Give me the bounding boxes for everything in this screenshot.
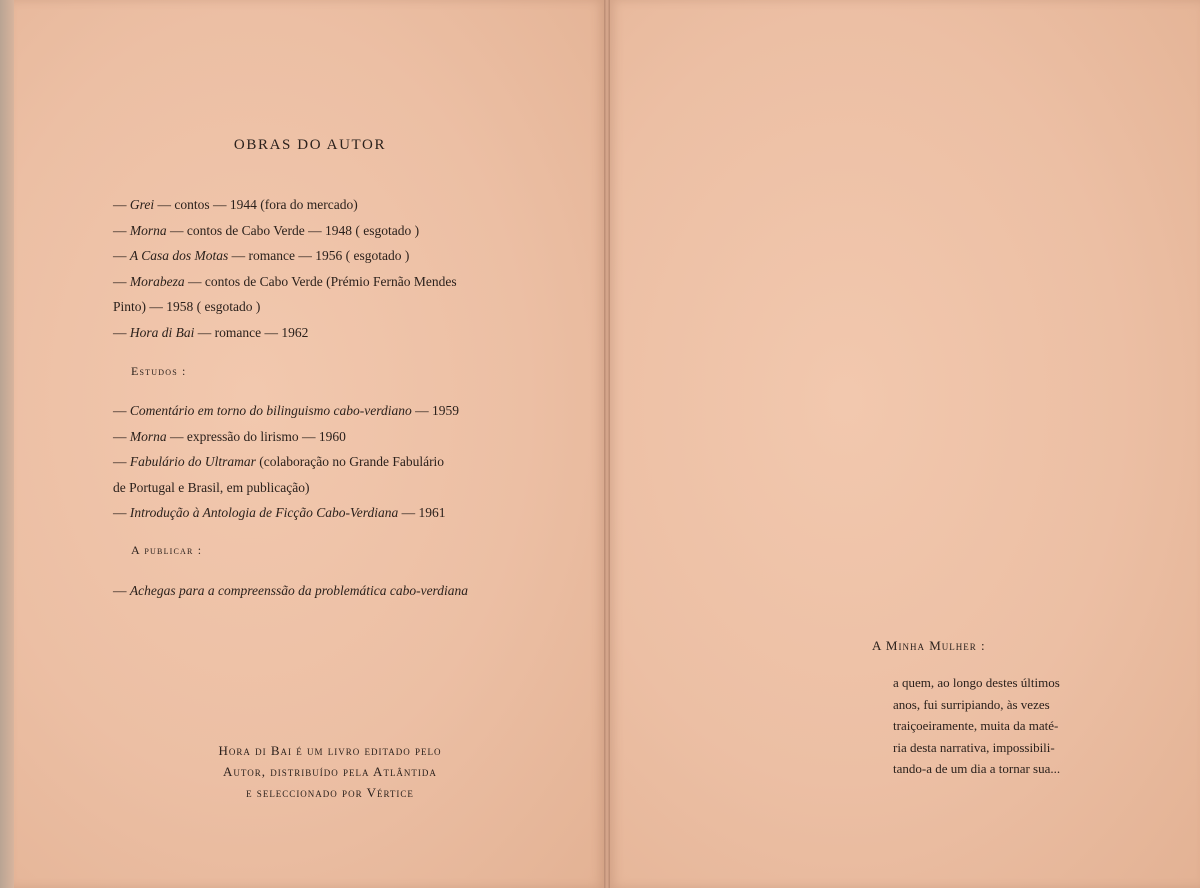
work-item-continuation: Pinto) — 1958 ( esgotado ) (113, 299, 261, 314)
study-item: — Introdução à Antologia de Ficção Cabo-Verdiana — 1961 (113, 505, 446, 520)
works-list (113, 192, 553, 345)
work-item: — A Casa dos Motas — romance — 1956 ( esgotado ) (113, 248, 410, 263)
future-list (113, 578, 553, 604)
works-heading: OBRAS DO AUTOR (233, 137, 387, 153)
study-item-continuation: de Portugal e Brasil, em publicação) (113, 479, 310, 495)
dedication-text (893, 672, 1153, 780)
imprint-note (120, 740, 540, 803)
imprint-line: Autor, distribuído pela Atlântida (223, 764, 437, 779)
dedication-title: A Minha Mulher : (872, 638, 986, 653)
imprint-line: e seleccionado por Vértice (246, 785, 414, 800)
work-item: — Grei — contos — 1944 (fora do mercado) (113, 197, 358, 212)
imprint-line: Hora di Bai é um livro editado pelo (218, 743, 442, 758)
work-item: — Morabeza — contos de Cabo Verde (Prémio Fernão Mendes (113, 273, 457, 289)
studies-list (113, 398, 553, 526)
future-label: A publicar : (131, 543, 203, 557)
dedication-line: a quem, ao longo destes últimos (893, 675, 1060, 690)
study-item: — Fabulário do Ultramar (colaboração no Grande Fabulário (113, 454, 445, 469)
dedication-line: anos, fui surripiando, às vezes (893, 696, 1050, 712)
book-gutter (604, 0, 610, 888)
study-item: — Morna — expressão do lirismo — 1960 (113, 428, 346, 444)
studies-label: Estudos : (131, 364, 187, 378)
dedication-line: traiçoeiramente, muita da maté- (893, 718, 1059, 733)
study-item: — Comentário em torno do bilinguismo cabo-verdiano — 1959 (113, 403, 459, 418)
dedication-line: tando-a de um dia a tornar sua... (893, 761, 1061, 776)
page-edge (0, 0, 14, 888)
work-item: — Morna — contos de Cabo Verde — 1948 ( esgotado ) (113, 222, 420, 238)
future-item: — Achegas para a compreenssão da problemática cabo-verdiana (113, 583, 469, 598)
dedication-line: ria desta narrativa, impossibili- (893, 739, 1055, 755)
work-item: — Hora di Bai — romance — 1962 (113, 324, 309, 340)
